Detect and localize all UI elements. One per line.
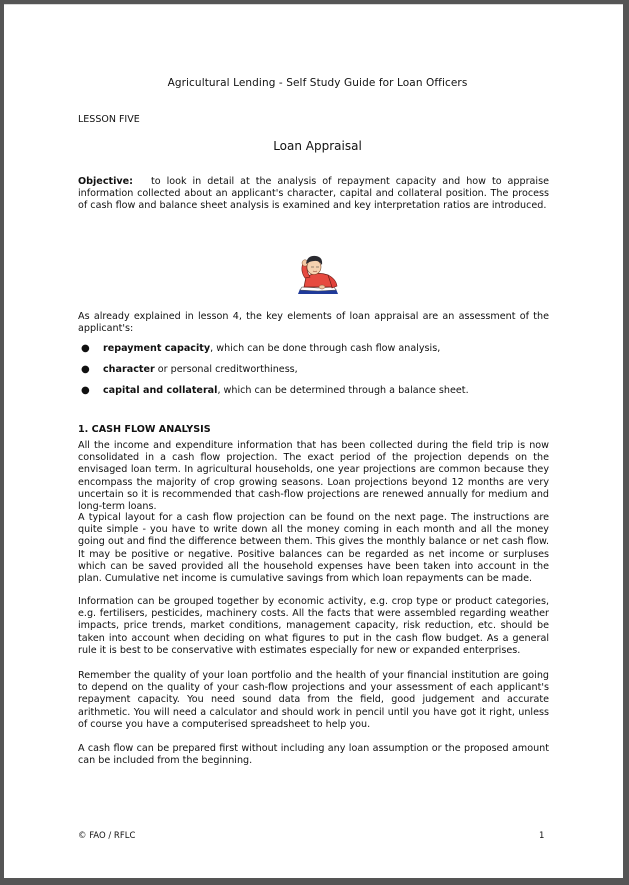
body-paragraph: Information can be grouped together by economic activity, e.g. crop type or product categories, e.g. fertilisers, pesticides, machinery costs. All the facts that were assembled regarding weather impacts, price trends, market conditions, management capacity, risk reduction, etc. should be taken into account when deciding on what figures to put in the cash flow budget. As a general rule it is best to be conservative with estimates especially for new or expanded enterprises. xyxy=(78,596,549,656)
footer-copyright: © FAO / RFLC xyxy=(78,831,136,841)
page-number: 1 xyxy=(539,831,545,841)
list-item xyxy=(78,364,558,385)
bullet-text: , which can be determined through a balance sheet. xyxy=(217,385,469,396)
student-reading-icon xyxy=(292,253,344,297)
section-heading: 1. CASH FLOW ANALYSIS xyxy=(78,424,211,435)
list-item xyxy=(78,385,558,406)
bullet-text: , which can be done through cash flow analysis, xyxy=(210,343,441,354)
bullet-icon: ● xyxy=(81,364,90,375)
body-paragraph: Remember the quality of your loan portfolio and the health of your financial institution are going to depend on the quality of your cash-flow projections and your assessment of each applicant's repayment capacity. You need sound data from the field, good judgement and accurate arithmetic. You will need a calculator and should work in pencil until you have got it right, unless of course you have a computerised spreadsheet to help you. xyxy=(78,670,549,730)
document-page xyxy=(4,4,623,878)
objective-text: to look in detail at the analysis of repayment capacity and how to appraise information collected about an applicant's character, capital and collateral position. The process of cash flow and balance sheet analysis is examined and key interpretation ratios are introduced. xyxy=(78,176,549,212)
intro-paragraph: As already explained in lesson 4, the key elements of loan appraisal are an assessment of the applicant's: xyxy=(78,311,549,335)
body-paragraph: A typical layout for a cash flow projection can be found on the next page. The instructions are quite simple - you have to write down all the money coming in each month and all the money going out and find the difference between them. This gives the monthly balance or net cash flow. It may be positive or negative. Positive balances can be regarded as net income or surpluses which can be saved provided all the household expenses have been taken into account in the plan. Cumulative net income is cumulative savings from which loan repayments can be made. xyxy=(78,512,549,585)
bullet-icon: ● xyxy=(81,343,90,354)
bullet-icon: ● xyxy=(81,385,90,396)
bullet-bold-text: repayment capacity xyxy=(103,343,211,354)
body-paragraph: A cash flow can be prepared first without including any loan assumption or the proposed amount can be included from the beginning. xyxy=(78,743,549,767)
list-item xyxy=(78,343,558,364)
bullet-text: or personal creditworthiness, xyxy=(154,364,298,375)
body-paragraph: All the income and expenditure information that has been collected during the field trip is now consolidated in a cash flow projection. The exact period of the projection depends on the envisaged loan term. In agricultural households, one year projections are common because they encompass the majority of crop growing seasons. Loan projections beyond 12 months are very uncertain so it is recommended that cash-flow projections are renewed annually for medium and long-term loans. xyxy=(78,440,549,513)
lesson-label: LESSON FIVE xyxy=(78,114,140,125)
header-title: Agricultural Lending - Self Study Guide for Loan Officers xyxy=(167,77,468,89)
objective-paragraph xyxy=(78,176,549,213)
objective-label: Objective: xyxy=(78,176,133,187)
key-elements-list xyxy=(78,343,558,406)
lesson-title: Loan Appraisal xyxy=(273,139,362,153)
bullet-bold-text: capital and collateral xyxy=(103,385,218,396)
bullet-bold-text: character xyxy=(103,364,155,375)
